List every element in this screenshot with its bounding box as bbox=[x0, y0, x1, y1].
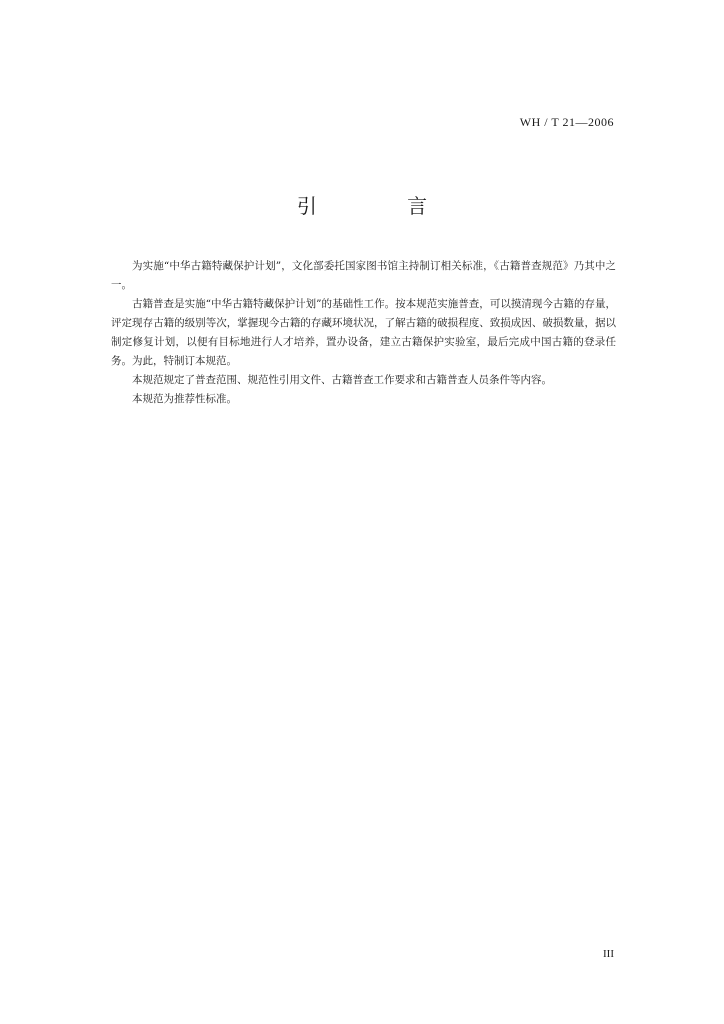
body-text bbox=[111, 257, 616, 409]
paragraph: 古籍普查是实施“中华古籍特藏保护计划”的基础性工作。按本规范实施普查，可以摸清现今古籍的存量，评定现存古籍的级别等次，掌握现今古籍的存藏环境状况，了解古籍的破损程度、致损成因、破损数量，据以制定修复计划，以便有目标地进行人才培养，置办设备，建立古籍保护实验室，最后完成中国古籍的登录任务。为此，特制订本规范。 bbox=[111, 298, 616, 367]
page-number: III bbox=[603, 948, 614, 960]
section-title: 引 言 bbox=[296, 194, 470, 218]
paragraph: 为实施“中华古籍特藏保护计划”，文化部委托国家图书馆主持制订相关标准，《古籍普查规范》乃其中之一。 bbox=[111, 260, 616, 291]
paragraph: 本规范为推荐性标准。 bbox=[132, 393, 237, 405]
paragraph: 本规范规定了普查范围、规范性引用文件、古籍普查工作要求和古籍普查人员条件等内容。 bbox=[132, 374, 552, 386]
standard-number: WH / T 21—2006 bbox=[519, 115, 614, 129]
